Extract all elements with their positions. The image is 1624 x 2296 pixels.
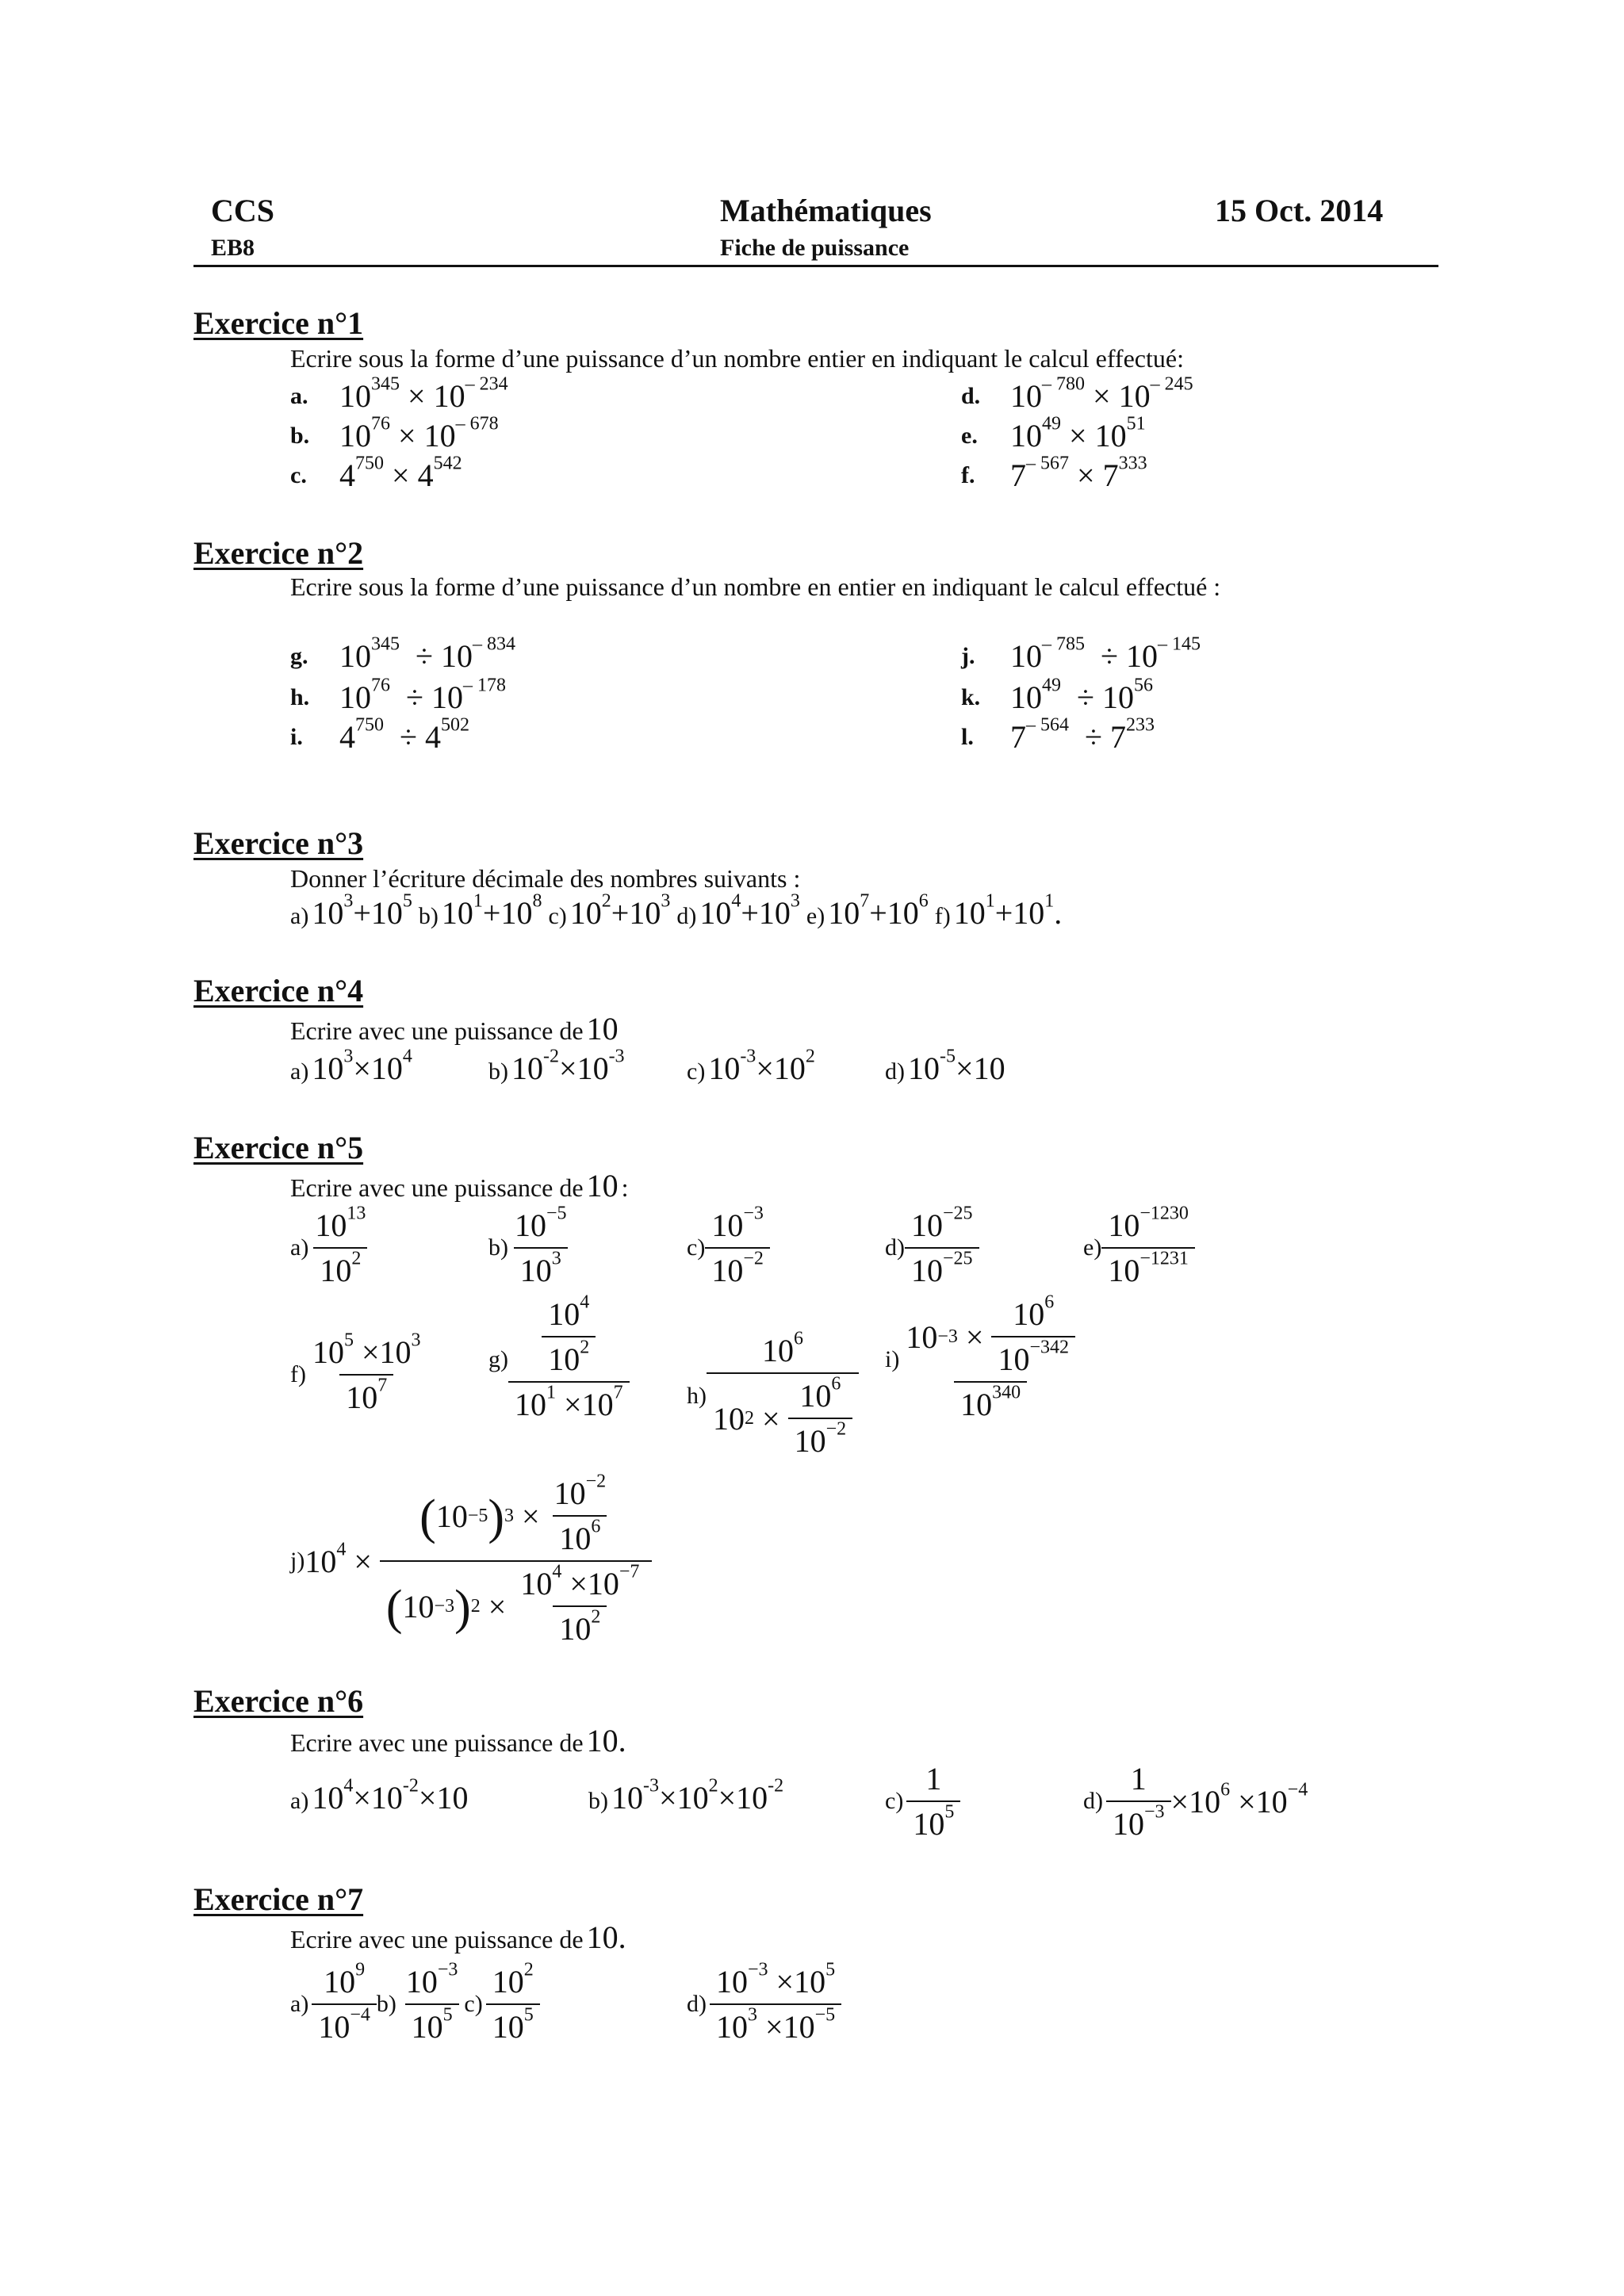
ex1-title: Exercice n°1 [193, 305, 364, 341]
ex1-item-f: f. $7^{- 567} \times 7^{333}$ [961, 453, 1147, 493]
ex2-item-k: k. $10^{49} \div 10^{56}$ [961, 675, 1153, 715]
ex3-expressions: a) $10^3+10^5$ b) $10^1+10^8$ c) $10^2+10^3$ d) $10^4+10^3$ e) $10^7+10^6$ f) $10^1+10^1$. [290, 890, 1063, 931]
ex2-item-j: j. $10^{- 785} \div 10^{- 145}$ [961, 633, 1201, 674]
ex6-item-a: a) $10^4\times 10^{-2}\times 10$ [290, 1775, 469, 1816]
ex2-title: Exercice n°2 [193, 535, 364, 571]
ex7-title: Exercice n°7 [193, 1881, 364, 1917]
header-school: CCS [211, 193, 275, 228]
ex4-item-d: d) $10^{-5}\times 10$ [885, 1046, 1005, 1086]
ex7-item-d: d) $\frac{10^{-3} \times 10^5}{10^3 \times 10^{-5}}$ [687, 1963, 841, 2045]
ex2-item-g: g. $10^{345} \div 10^{- 834}$ [290, 633, 515, 674]
ex5-item-f: f) $\frac{10^5 \times 10^3}{10^7}$ [290, 1330, 421, 1415]
header-rule [193, 265, 1438, 267]
header-subtitle: Fiche de puissance [720, 235, 910, 261]
ex4-instruction: Ecrire avec une puissance de 10 [290, 1011, 619, 1047]
ex4-item-a: a) $10^3\times 10^4$ [290, 1046, 412, 1086]
ex2-item-h: h. $10^{76} \div 10^{- 178}$ [290, 675, 506, 715]
ex1-item-c: c. $4^{750} \times 4^{542}$ [290, 453, 462, 493]
ex5-item-j: j) $10^4$ × ( 10 −5 ) 3 × $\frac{10^{-2}}{10^6}$ ( 10 −3 ) 2 × $\frac{10^4 \times 10^{-7}}{10^2}$ [290, 1475, 652, 1647]
ex1-item-e: e. $10^{49} \times 10^{51}$ [961, 413, 1146, 453]
ex5-item-e: e) $\frac{10^{-1230}}{10^{-1231}}$ [1083, 1207, 1195, 1289]
ex7-items-abc: a) $\frac{10^9}{10^{-4}}$ b) $\frac{10^{-3}}{10^5}$ c) $\frac{10^2}{10^5}$ [290, 1963, 540, 2045]
ex6-item-b: b) $10^{-3}\times 10^2\times 10^{-2}$ [588, 1775, 784, 1816]
ex2-instruction: Ecrire sous la forme d’une puissance d’un nombre en entier en indiquant le calcul effectué : [290, 572, 1221, 601]
ex7-instruction: Ecrire avec une puissance de 10. [290, 1919, 626, 1955]
ex4-title: Exercice n°4 [193, 973, 364, 1008]
ex5-item-g: g) $\frac{\frac{10^4}{10^2}}{10^1 \times 10^7}$ [488, 1295, 630, 1423]
ex2-item-l: l. $7^{- 564} \div 7^{233}$ [961, 714, 1155, 755]
ex1-item-d: d. $10^{- 780} \times 10^{- 245}$ [961, 373, 1193, 414]
ex5-item-c: c) $\frac{10^{-3}}{10^{-2}}$ [687, 1207, 770, 1289]
ex1-item-a: a. $10^{345} \times 10^{- 234}$ [290, 373, 508, 414]
ex5-item-a: a) $\frac{10^{13}}{10^2}$ [290, 1203, 366, 1288]
header-date: 15 Oct. 2014 [1215, 193, 1384, 228]
ex2-item-i: i. $4^{750} \div 4^{502}$ [290, 714, 469, 755]
ex1-instruction: Ecrire sous la forme d’une puissance d’un nombre entier en indiquant le calcul effectué: [290, 344, 1184, 373]
ex4-item-b: b) $10^{-2}\times 10^{-3}$ [488, 1046, 625, 1086]
ex5-item-b: b) $\frac{10^{-5}}{10^3}$ [488, 1203, 567, 1288]
ex5-item-d: d) $\frac{10^{-25}}{10^{-25}}$ [885, 1207, 979, 1289]
ex3-title: Exercice n°3 [193, 825, 364, 861]
ex5-instruction: Ecrire avec une puissance de 10 : [290, 1168, 629, 1203]
ex6-title: Exercice n°6 [193, 1683, 364, 1719]
ex6-item-d: d) $\frac{1}{10^{-3}}$ $\times 10^6 \times 10^{-4}$ [1083, 1761, 1308, 1842]
ex6-instruction: Ecrire avec une puissance de 10. [290, 1723, 626, 1758]
ex5-item-i: i) 10 −3 × $\frac{10^6}{10^{-342}}$ $10^{340}$ [885, 1295, 1082, 1423]
ex4-item-c: c) $10^{-3}\times 10^2$ [687, 1046, 815, 1086]
ex1-item-b: b. $10^{76} \times 10^{- 678}$ [290, 413, 499, 453]
header-subject: Mathématiques [720, 193, 932, 228]
ex6-item-c: c) $\frac{1}{10^5}$ [885, 1760, 960, 1843]
ex5-item-h: h) $10^6$ 10 2 × $\frac{10^6}{10^{-2}}$ [687, 1332, 859, 1460]
ex3-instruction: Donner l’écriture décimale des nombres suivants : [290, 864, 801, 893]
header-class: EB8 [211, 235, 255, 261]
ex5-title: Exercice n°5 [193, 1130, 364, 1165]
item-label: a. [290, 382, 308, 409]
